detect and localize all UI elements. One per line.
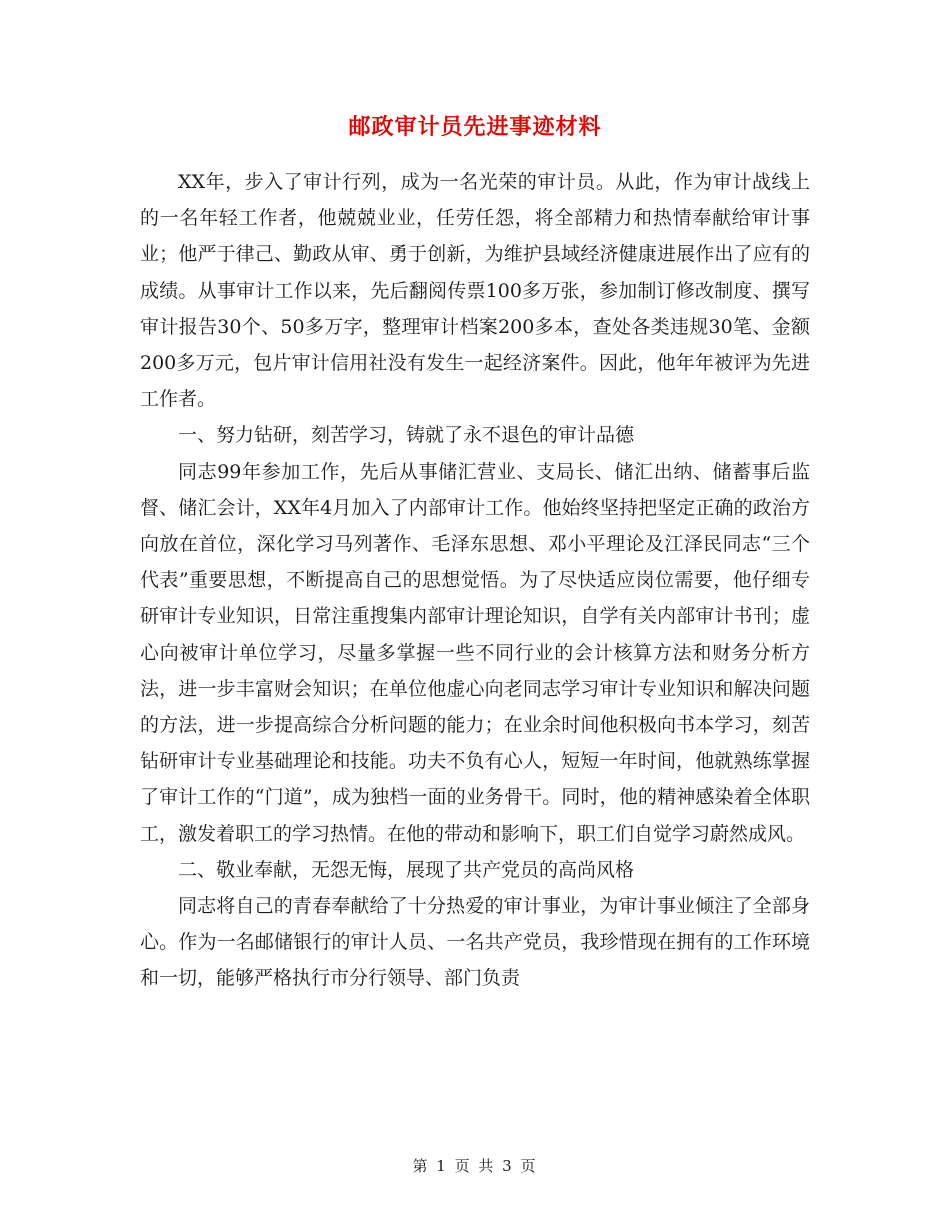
section-heading-2: 二、敬业奉献，无怨无悔，展现了共产党员的高尚风格 [178, 858, 635, 881]
document-body [140, 164, 810, 997]
page-number-footer: 第 1 页 共 3 页 [412, 1157, 538, 1175]
section-heading-1: 一、努力钻研，刻苦学习，铸就了永不退色的审计品德 [178, 424, 635, 447]
document-title: 邮政审计员先进事迹材料 [348, 114, 602, 140]
paragraph-section-2: 同志将自己的青春奉献给了十分热爱的审计事业，为审计事业倾注了全部身心。作为一名邮储银行的审计人员、一名共产党员，我珍惜现在拥有的工作环境和一切，能够严格执行市分行领导、部门负责 [140, 895, 810, 990]
paragraph-section-1: 同志99年参加工作，先后从事储汇营业、支局长、储汇出纳、储蓄事后监督、储汇会计，XX年4月加入了内部审计工作。他始终坚持把坚定正确的政治方向放在首位，深化学习马列著作、毛泽东思想、邓小平理论及江泽民同志“三个代表”重要思想，不断提高自己的思想觉悟。为了尽快适应岗位需要，他仔细专研审计专业知识，日常注重搜集内部审计理论知识，自学有关内部审计书刊；虚心向被审计单位学习，尽量多掌握一些不同行业的会计核算方法和财务分析方法，进一步丰富财会知识；在单位他虚心向老同志学习审计专业知识和解决问题的方法，进一步提高综合分析问题的能力；在业余时间他积极向书本学习，刻苦钻研审计专业基础理论和技能。功夫不负有心人，短短一年时间，他就熟练掌握了审计工作的“门道”，成为独档一面的业务骨干。同时，他的精神感染着全体职工，激发着职工的学习热情。在他的带动和影响下，职工们自觉学习蔚然成风。 [140, 460, 810, 845]
paragraph-intro: XX年，步入了审计行列，成为一名光荣的审计员。从此，作为审计战线上的一名年轻工作者，他兢兢业业，任劳任怨，将全部精力和热情奉献给审计事业；他严于律己、勤政从审、勇于创新，为维护县域经济健康进展作出了应有的成绩。从事审计工作以来，先后翻阅传票100多万张，参加制订修改制度、撰写审计报告30个、50多万字，整理审计档案200多本，查处各类违规30笔、金额200多万元，包片审计信用社没有发生一起经济案件。因此，他年年被评为先进工作者。 [140, 171, 810, 411]
